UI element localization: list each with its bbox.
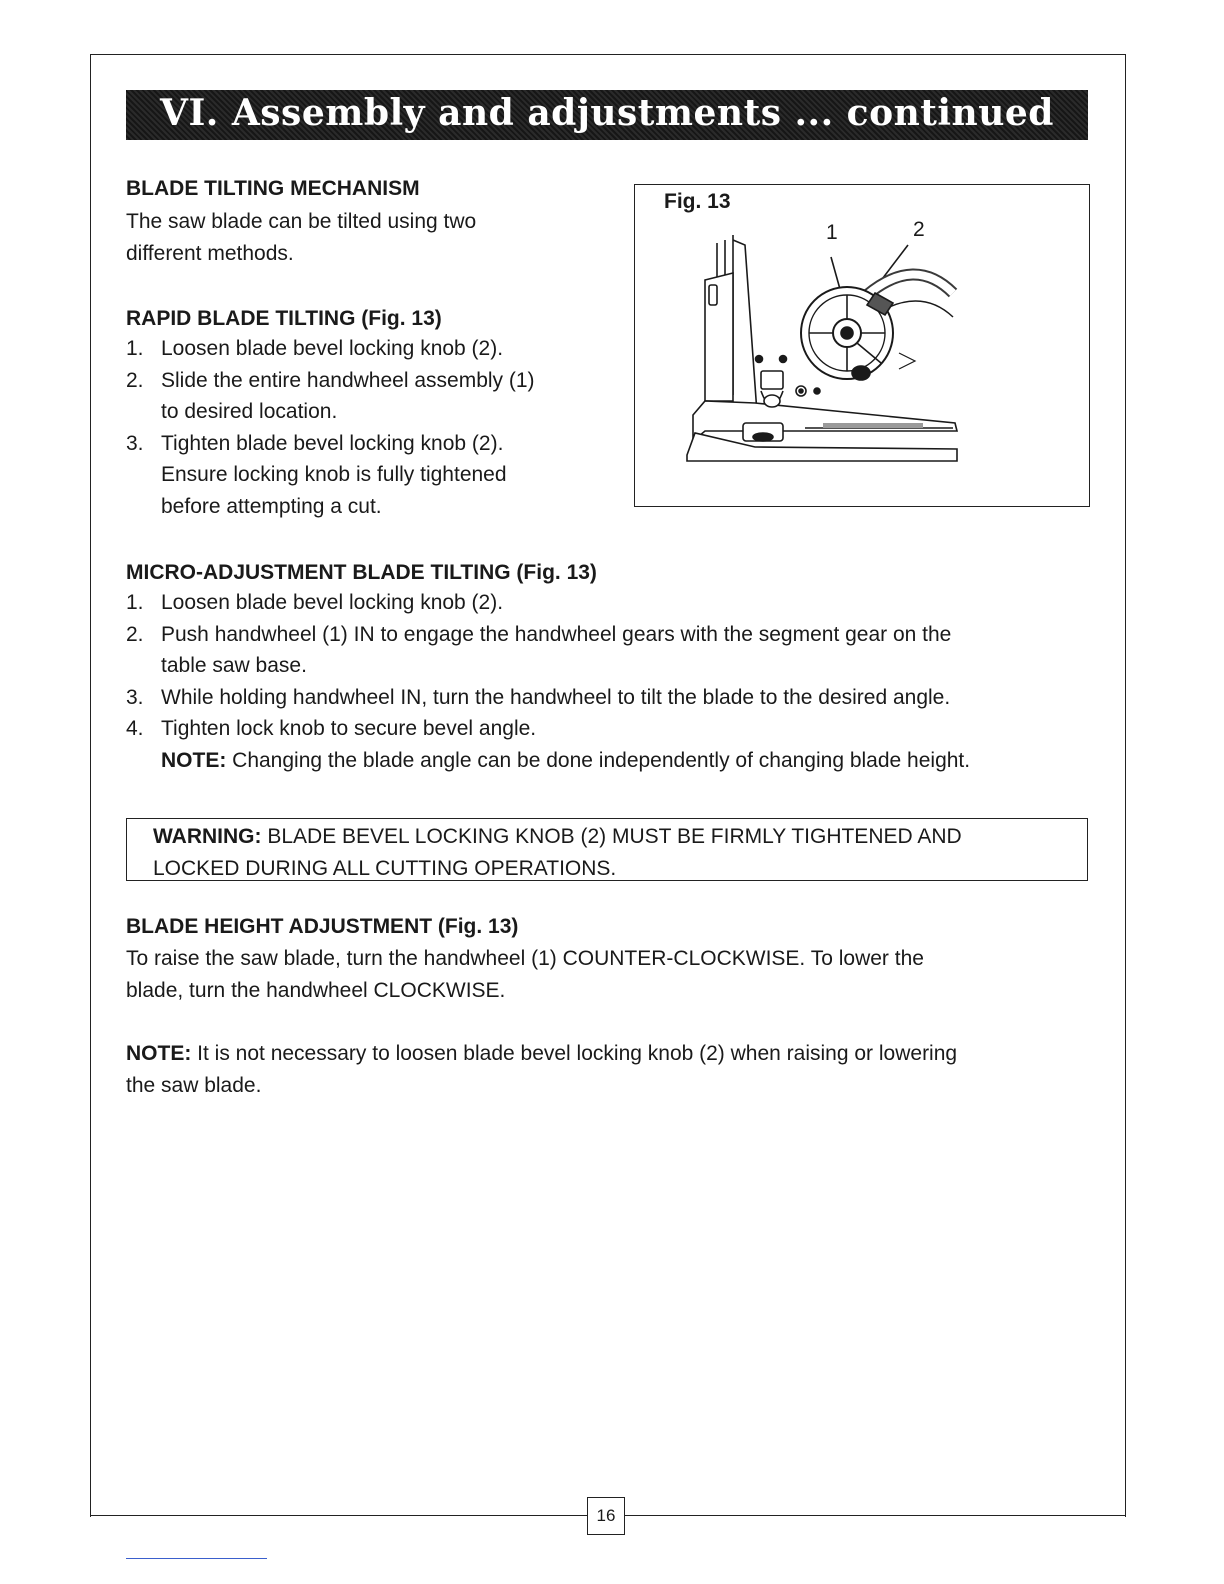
step-text: Push handwheel (1) IN to engage the handwheel gears with the segment gear on the <box>161 622 952 646</box>
heading-rapid-tilting: RAPID BLADE TILTING (Fig. 13) <box>126 307 442 330</box>
list-item <box>126 619 1076 682</box>
step-text: While holding handwheel IN, turn the handwheel to tilt the blade to the desired angle. <box>161 685 951 709</box>
step-text: Ensure locking knob is fully tightened <box>161 463 507 486</box>
figure-13-box <box>634 184 1090 507</box>
height-note-line-2: the saw blade. <box>126 1074 262 1097</box>
height-line-2: blade, turn the handwheel CLOCKWISE. <box>126 979 506 1002</box>
height-line-1: To raise the saw blade, turn the handwheel (1) COUNTER-CLOCKWISE. To lower the <box>126 947 924 970</box>
step-text: Loosen blade bevel locking knob (2). <box>161 337 504 360</box>
section-title: VI. Assembly and adjustments ... continued <box>160 92 1054 134</box>
list-item <box>126 587 1076 619</box>
list-item <box>126 428 626 523</box>
frame-bottom-rule-right <box>624 1515 1126 1516</box>
list-item <box>126 682 1076 714</box>
page-number: 16 <box>587 1497 625 1535</box>
tilting-intro-line-2: different methods. <box>126 242 294 265</box>
height-note <box>126 1038 1086 1102</box>
micro-steps-list <box>126 587 1076 745</box>
warning-text-line-2: LOCKED DURING ALL CUTTING OPERATIONS. <box>153 857 617 880</box>
list-item <box>126 333 626 365</box>
warning-label: WARNING: <box>153 825 262 848</box>
height-note-line-1: It is not necessary to loosen blade bevel locking knob (2) when raising or lowering <box>191 1042 958 1065</box>
step-text: Tighten lock knob to secure bevel angle. <box>161 717 537 740</box>
step-text: table saw base. <box>161 654 307 677</box>
step-text: to desired location. <box>161 400 338 423</box>
heading-micro-adjustment: MICRO-ADJUSTMENT BLADE TILTING (Fig. 13) <box>126 561 597 584</box>
warning-text-line-1: BLADE BEVEL LOCKING KNOB (2) MUST BE FIRMLY TIGHTENED AND <box>261 825 962 848</box>
brand-strip <box>823 423 923 428</box>
heading-blade-height: BLADE HEIGHT ADJUSTMENT (Fig. 13) <box>126 915 519 938</box>
step-text: before attempting a cut. <box>161 494 382 518</box>
micro-note <box>161 745 970 777</box>
note-text: Changing the blade angle can be done independently of changing blade height. <box>226 749 971 772</box>
rapid-steps-list <box>126 333 626 522</box>
callout-locking-knob: 2 <box>913 218 925 241</box>
tilting-intro-line-1: The saw blade can be tilted using two <box>126 210 477 233</box>
heading-blade-tilting: BLADE TILTING MECHANISM <box>126 177 420 200</box>
figure-caption: Fig. 13 <box>664 190 731 213</box>
note-label: NOTE: <box>161 749 227 772</box>
frame-bottom-rule-left <box>90 1515 588 1516</box>
step-number: 1. <box>126 337 144 360</box>
callout-handwheel: 1 <box>826 221 838 244</box>
handwheel-crank-handle <box>852 366 870 380</box>
tilting-intro <box>126 206 606 270</box>
table-saw-illustration <box>635 185 1089 506</box>
step-number: 3. <box>126 685 144 709</box>
step-number: 2. <box>126 622 144 646</box>
step-text: Tighten blade bevel locking knob (2). <box>161 431 504 455</box>
step-number: 3. <box>126 431 144 455</box>
step-number: 1. <box>126 591 144 614</box>
step-text: Slide the entire handwheel assembly (1) <box>161 368 535 392</box>
note-label: NOTE: <box>126 1042 192 1065</box>
height-instructions <box>126 943 1086 1007</box>
section-header-bar <box>126 90 1088 140</box>
list-item <box>126 713 1076 745</box>
footer-link-underline <box>126 1558 267 1559</box>
warning-box <box>126 818 1088 881</box>
list-item <box>126 365 626 428</box>
step-text: Loosen blade bevel locking knob (2). <box>161 591 504 614</box>
step-number: 4. <box>126 717 144 740</box>
step-number: 2. <box>126 368 144 392</box>
